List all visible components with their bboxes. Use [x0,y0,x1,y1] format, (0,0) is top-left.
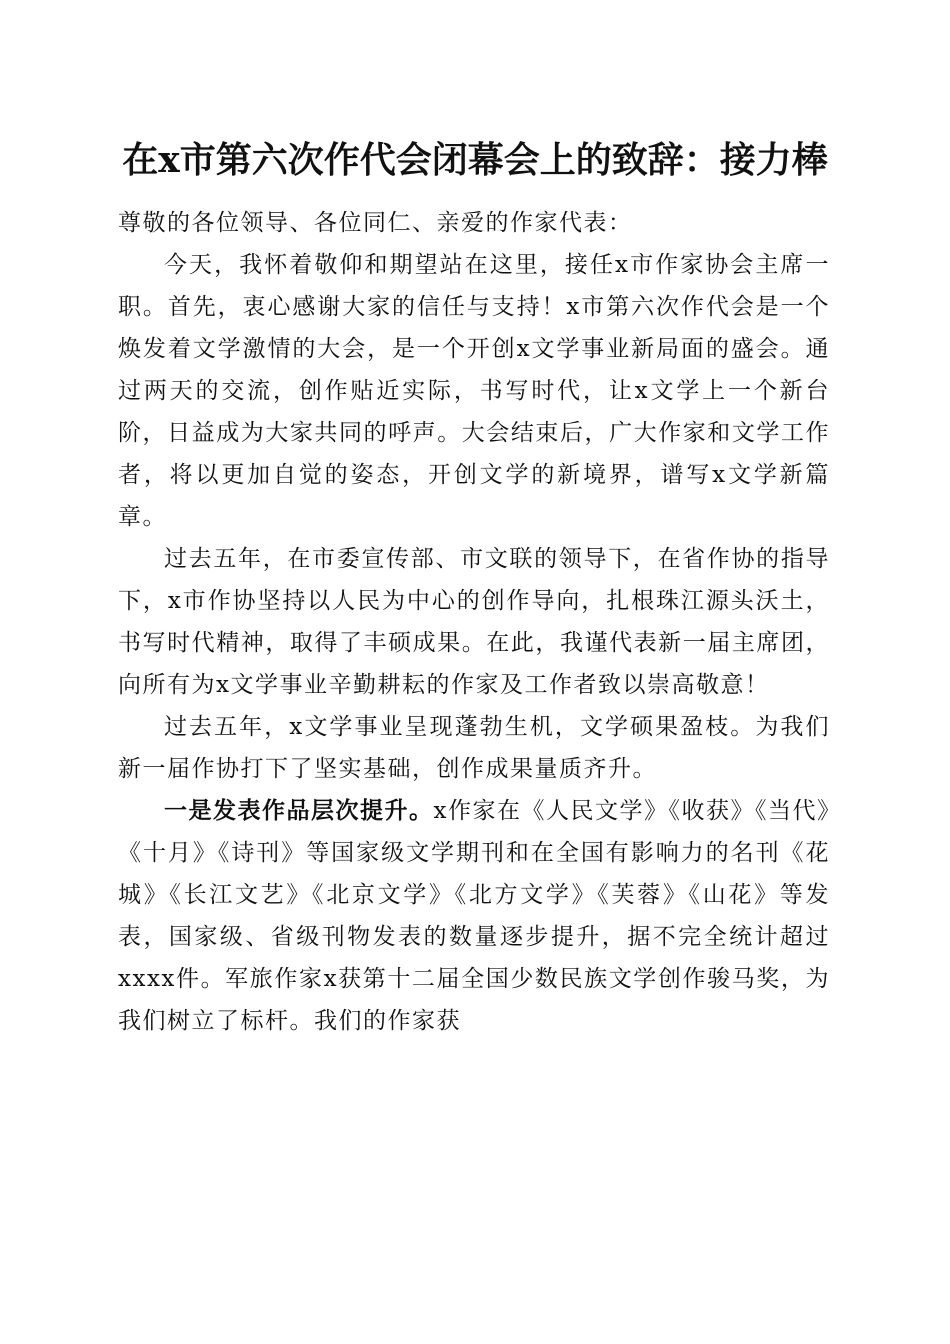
paragraph-2 [118,538,830,706]
paragraph-text: 今天，我怀着敬仰和期望站在这里，接任x市作家协会主席一职。首先，衷心感谢大家的信任与支持！x市第六次作代会是一个焕发着文学激情的大会，是一个开创x文学事业新局面的盛会。通过两天的交流，创作贴近实际，书写时代，让x文学上一个新台阶，日益成为大家共同的呼声。大会结束后，广大作家和文学工作者，将以更加自觉的姿态，开创文学的新境界，谱写x文学新篇章。 [118,252,830,530]
salutation: 尊敬的各位领导、各位同仁、亲爱的作家代表： [118,210,633,236]
paragraph-3 [118,706,830,790]
paragraph-1 [118,244,830,538]
paragraph-text: 过去五年，x文学事业呈现蓬勃生机，文学硕果盈枝。为我们新一届作协打下了坚实基础，创作成果量质齐升。 [118,714,830,782]
paragraph-4 [118,790,830,1042]
document-body [118,202,830,1042]
paragraph-text: 过去五年，在市委宣传部、市文联的领导下，在省作协的指导下，x市作协坚持以人民为中心的创作导向，扎根珠江源头沃土，书写时代精神，取得了丰硕成果。在此，我谨代表新一届主席团，向所有为x文学事业辛勤耕耘的作家及工作者致以崇高敬意！ [118,546,830,698]
paragraph-lead: 一是发表作品层次提升。 [164,797,434,824]
paragraph-text: x作家在《人民文学》《收获》《当代》《十月》《诗刊》等国家级文学期刊和在全国有影响力的名刊《花城》《长江文艺》《北京文学》《北方文学》《芙蓉》《山花》等发表，国家级、省级刊物发表的数量逐步提升，据不完全统计超过xxxx件。军旅作家x获第十二届全国少数民族文学创作骏马奖，为我们树立了标杆。我们的作家获 [118,798,830,1034]
document-title: 在x市第六次作代会闭幕会上的致辞：接力棒 [122,139,828,181]
